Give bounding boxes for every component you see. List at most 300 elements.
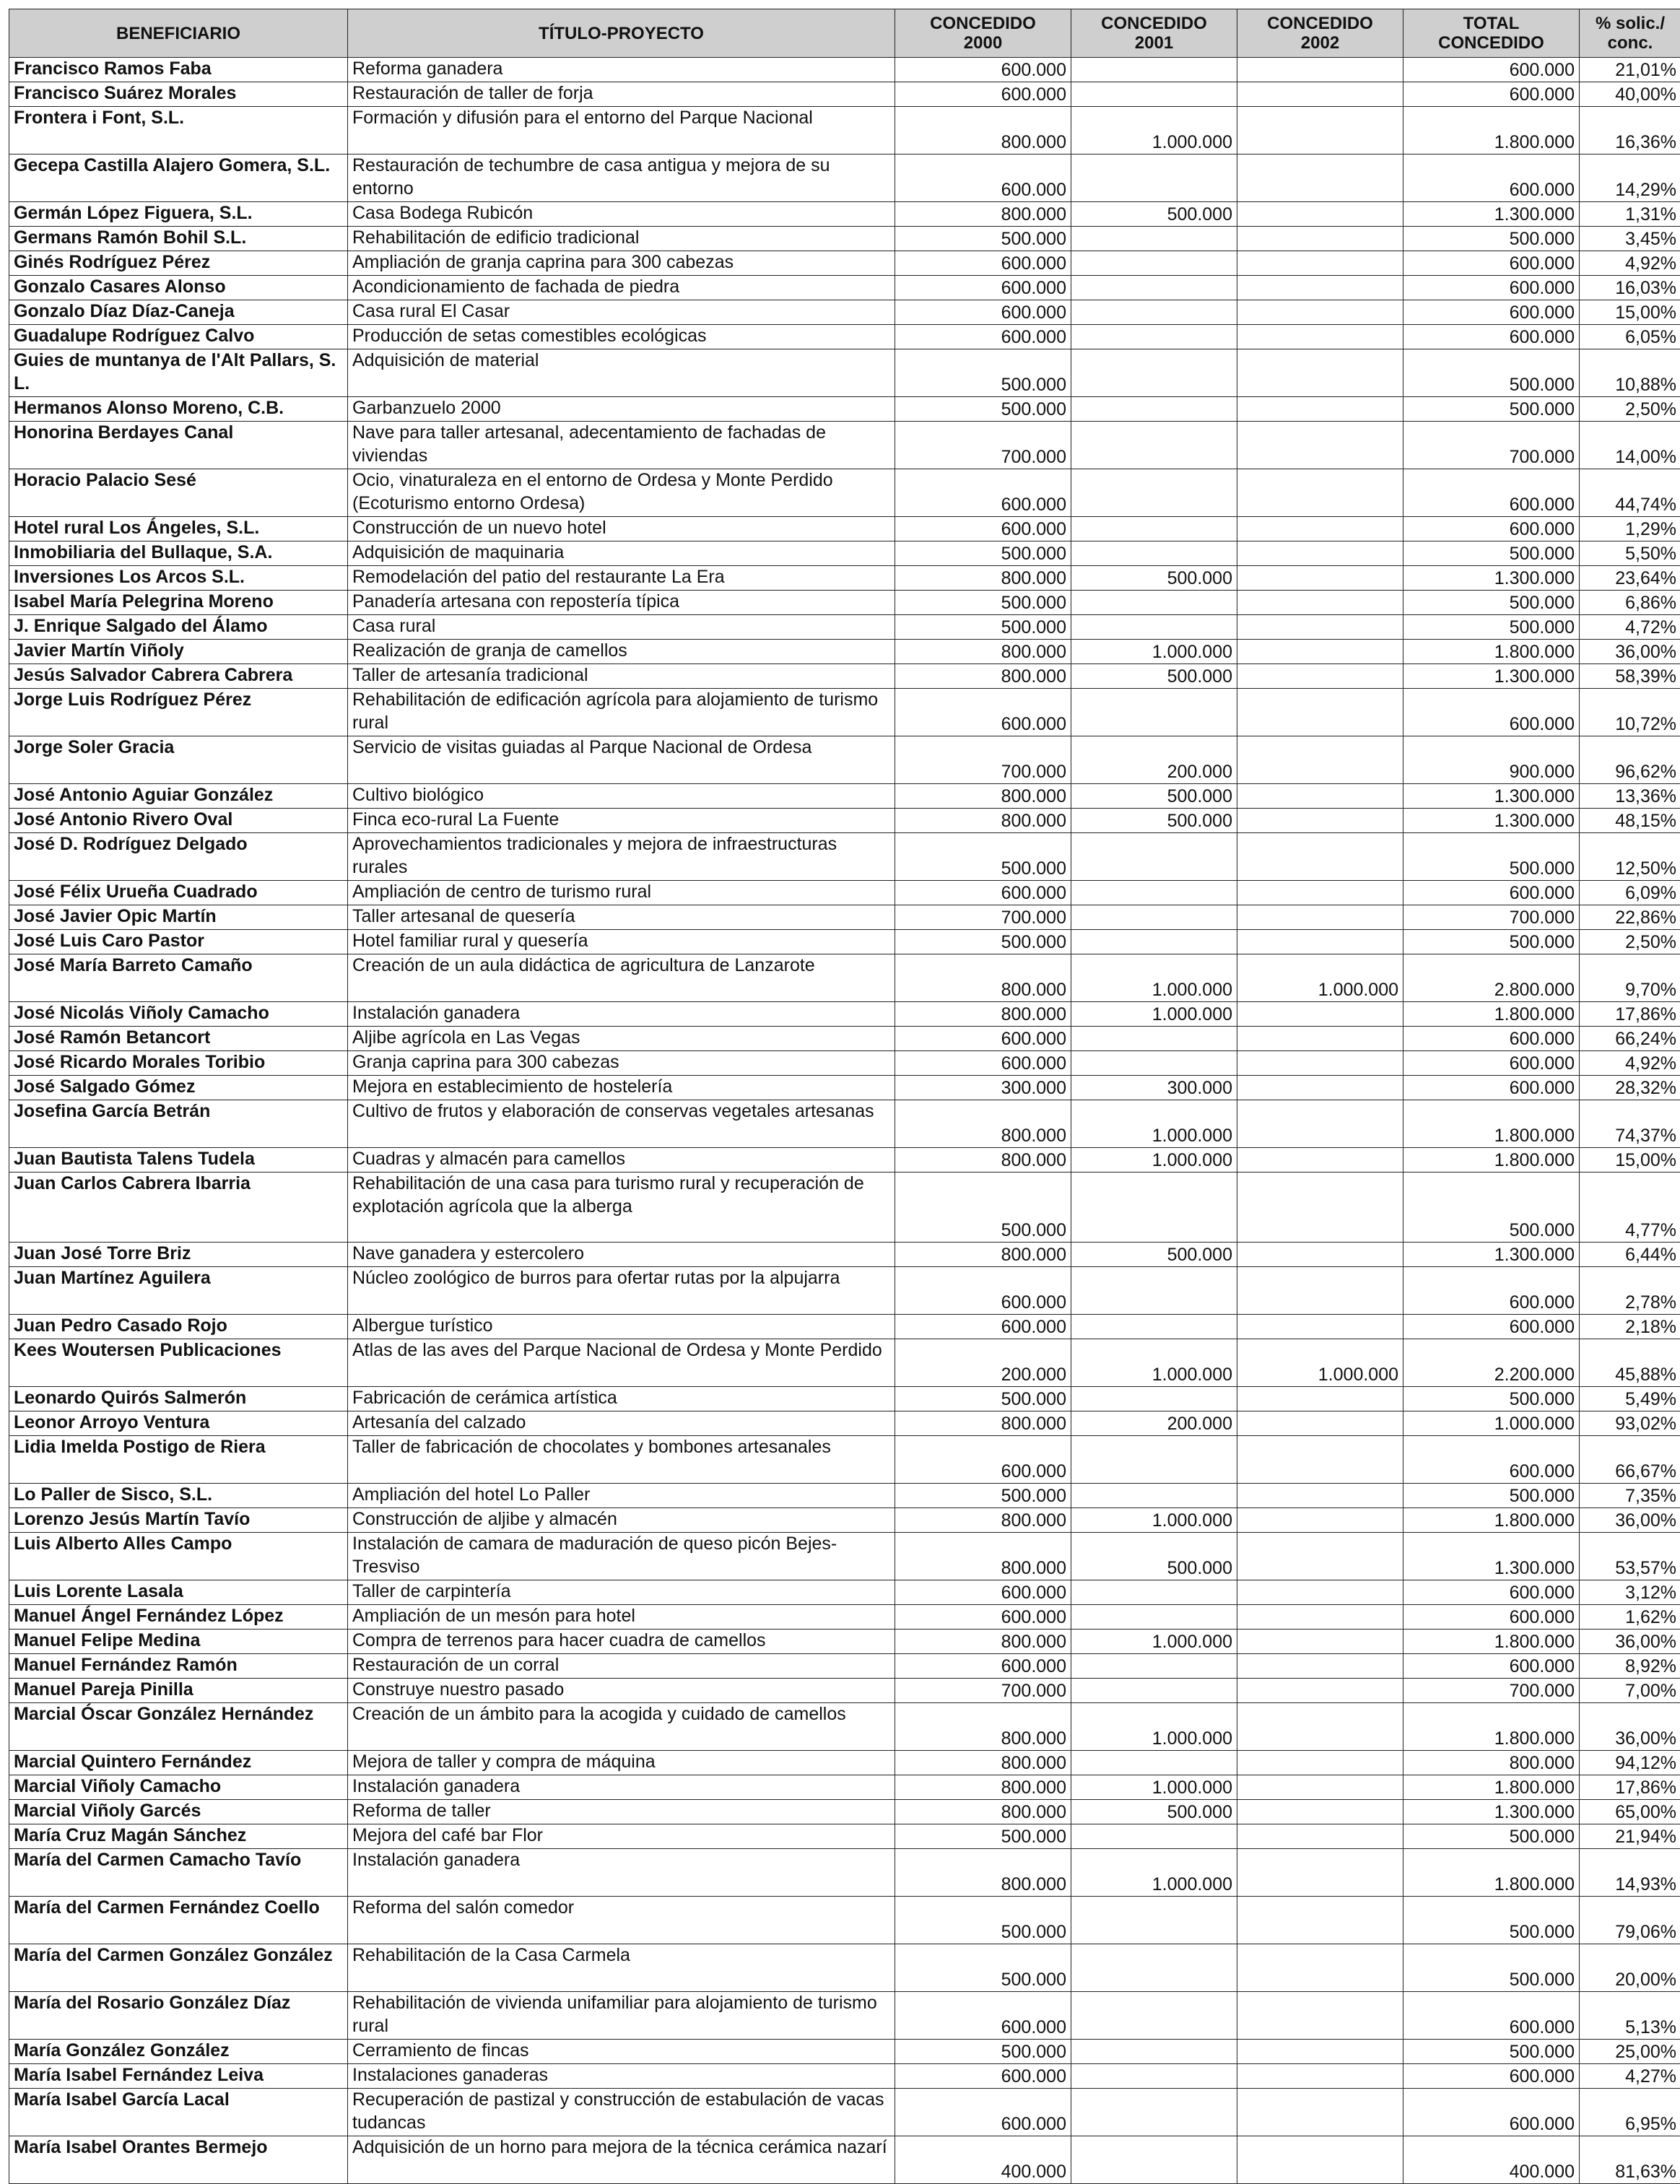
beneficiario-cell: José Luis Caro Pastor xyxy=(9,930,348,954)
titulo-cell: Compra de terrenos para hacer cuadra de camellos xyxy=(348,1630,895,1654)
concedido-2000-cell: 800.000 xyxy=(895,1411,1071,1436)
beneficiario-cell: Juan José Torre Briz xyxy=(9,1243,348,1267)
pct-solic-conc-cell: 2,78% xyxy=(1580,1267,1680,1315)
concedido-2000-cell: 800.000 xyxy=(895,1100,1071,1148)
beneficiario-cell: Manuel Felipe Medina xyxy=(9,1630,348,1654)
total-concedido-cell: 600.000 xyxy=(1403,58,1580,82)
table-row xyxy=(9,1315,1680,1339)
table-row xyxy=(9,833,1680,881)
titulo-cell: Taller de fabricación de chocolates y bombones artesanales xyxy=(348,1436,895,1484)
table-row xyxy=(9,784,1680,809)
pct-solic-conc-cell: 66,24% xyxy=(1580,1027,1680,1051)
concedido-2000-cell: 500.000 xyxy=(895,1387,1071,1411)
beneficiario-cell: Lidia Imelda Postigo de Riera xyxy=(9,1436,348,1484)
beneficiario-cell: Luis Lorente Lasala xyxy=(9,1580,348,1605)
titulo-cell: Instalación ganadera xyxy=(348,1849,895,1897)
concedido-2000-cell: 600.000 xyxy=(895,1315,1071,1339)
pct-solic-conc-cell: 12,50% xyxy=(1580,833,1680,881)
concedido-2002-cell xyxy=(1237,2040,1403,2064)
pct-solic-conc-cell: 1,62% xyxy=(1580,1605,1680,1630)
concedido-2000-cell: 800.000 xyxy=(895,1849,1071,1897)
titulo-cell: Realización de granja de camellos xyxy=(348,640,895,664)
total-concedido-cell: 600.000 xyxy=(1403,1605,1580,1630)
total-concedido-cell: 500.000 xyxy=(1403,349,1580,397)
concedido-2002-cell xyxy=(1237,1897,1403,1944)
titulo-cell: Restauración de techumbre de casa antigua y mejora de su entorno xyxy=(348,155,895,202)
concedido-2000-cell: 800.000 xyxy=(895,1775,1071,1800)
table-row xyxy=(9,276,1680,300)
beneficiario-cell: Jorge Luis Rodríguez Pérez xyxy=(9,689,348,736)
concedido-2000-cell: 600.000 xyxy=(895,251,1071,276)
concedido-2002-cell xyxy=(1237,1775,1403,1800)
beneficiario-cell: Jesús Salvador Cabrera Cabrera xyxy=(9,664,348,689)
table-row xyxy=(9,1654,1680,1679)
beneficiario-cell: Marcial Óscar González Hernández xyxy=(9,1703,348,1751)
concedido-2002-cell xyxy=(1237,1605,1403,1630)
concedido-2000-cell: 800.000 xyxy=(895,784,1071,809)
concedido-2002-cell xyxy=(1237,1533,1403,1580)
concedido-2001-cell: 1.000.000 xyxy=(1071,954,1237,1002)
total-concedido-cell: 600.000 xyxy=(1403,251,1580,276)
beneficiario-cell: Frontera i Font, S.L. xyxy=(9,107,348,155)
concedido-2002-cell xyxy=(1237,1508,1403,1533)
concedido-2000-cell: 600.000 xyxy=(895,1605,1071,1630)
concedido-2002-cell xyxy=(1237,2064,1403,2089)
concedido-2001-cell xyxy=(1071,1654,1237,1679)
concedido-2001-cell xyxy=(1071,833,1237,881)
total-concedido-cell: 600.000 xyxy=(1403,689,1580,736)
concedido-2000-cell: 300.000 xyxy=(895,1076,1071,1100)
titulo-cell: Instalaciones ganaderas xyxy=(348,2064,895,2089)
pct-solic-conc-cell: 4,77% xyxy=(1580,1173,1680,1243)
titulo-cell: Fabricación de cerámica artística xyxy=(348,1387,895,1411)
header-concedido-2000 xyxy=(895,9,1071,58)
concedido-2001-cell: 500.000 xyxy=(1071,664,1237,689)
table-row xyxy=(9,1243,1680,1267)
titulo-cell: Instalación ganadera xyxy=(348,1002,895,1027)
concedido-2001-cell xyxy=(1071,2040,1237,2064)
concedido-2002-cell xyxy=(1237,276,1403,300)
total-concedido-cell: 500.000 xyxy=(1403,615,1580,640)
pct-solic-conc-cell: 4,92% xyxy=(1580,251,1680,276)
table-row xyxy=(9,1148,1680,1173)
titulo-cell: Casa Bodega Rubicón xyxy=(348,202,895,227)
titulo-cell: Construye nuestro pasado xyxy=(348,1679,895,1703)
pct-solic-conc-cell: 13,36% xyxy=(1580,784,1680,809)
table-row xyxy=(9,1944,1680,1992)
titulo-cell: Creación de un aula didáctica de agricultura de Lanzarote xyxy=(348,954,895,1002)
pct-solic-conc-cell: 14,29% xyxy=(1580,155,1680,202)
total-concedido-cell: 2.800.000 xyxy=(1403,954,1580,1002)
beneficiario-cell: José D. Rodríguez Delgado xyxy=(9,833,348,881)
concedido-2001-cell xyxy=(1071,276,1237,300)
beneficiario-cell: Manuel Ángel Fernández López xyxy=(9,1605,348,1630)
table-row xyxy=(9,2136,1680,2184)
header-beneficiario xyxy=(9,9,348,58)
pct-solic-conc-cell: 21,94% xyxy=(1580,1824,1680,1849)
pct-solic-conc-cell: 5,50% xyxy=(1580,541,1680,566)
total-concedido-cell: 600.000 xyxy=(1403,1580,1580,1605)
titulo-cell: Adquisición de un horno para mejora de la técnica cerámica nazarí xyxy=(348,2136,895,2184)
titulo-cell: Mejora del café bar Flor xyxy=(348,1824,895,1849)
total-concedido-cell: 500.000 xyxy=(1403,1173,1580,1243)
concedido-2000-cell: 500.000 xyxy=(895,541,1071,566)
beneficiario-cell: Francisco Suárez Morales xyxy=(9,82,348,107)
table-row xyxy=(9,809,1680,833)
pct-solic-conc-cell: 4,72% xyxy=(1580,615,1680,640)
total-concedido-cell: 700.000 xyxy=(1403,1679,1580,1703)
pct-solic-conc-cell: 28,32% xyxy=(1580,1076,1680,1100)
beneficiario-cell: Javier Martín Viñoly xyxy=(9,640,348,664)
total-concedido-cell: 600.000 xyxy=(1403,881,1580,905)
concedido-2002-cell xyxy=(1237,1267,1403,1315)
beneficiario-cell: Inversiones Los Arcos S.L. xyxy=(9,566,348,591)
table-row xyxy=(9,1267,1680,1315)
pct-solic-conc-cell: 53,57% xyxy=(1580,1533,1680,1580)
beneficiario-cell: Gecepa Castilla Alajero Gomera, S.L. xyxy=(9,155,348,202)
titulo-cell: Ampliación de un mesón para hotel xyxy=(348,1605,895,1630)
total-concedido-cell: 1.300.000 xyxy=(1403,784,1580,809)
concedido-2000-cell: 500.000 xyxy=(895,591,1071,615)
pct-solic-conc-cell: 6,86% xyxy=(1580,591,1680,615)
header-concedido-2001 xyxy=(1071,9,1237,58)
concedido-2000-cell: 600.000 xyxy=(895,325,1071,349)
titulo-cell: Cultivo biológico xyxy=(348,784,895,809)
concedido-2000-cell: 800.000 xyxy=(895,1800,1071,1824)
total-concedido-cell: 600.000 xyxy=(1403,1076,1580,1100)
titulo-cell: Creación de un ámbito para la acogida y cuidado de camellos xyxy=(348,1703,895,1751)
titulo-cell: Rehabilitación de edificio tradicional xyxy=(348,227,895,251)
table-row xyxy=(9,1387,1680,1411)
table-row xyxy=(9,1703,1680,1751)
titulo-cell: Construcción de aljibe y almacén xyxy=(348,1508,895,1533)
total-concedido-cell: 1.800.000 xyxy=(1403,1630,1580,1654)
beneficiario-cell: Josefina García Betrán xyxy=(9,1100,348,1148)
concedido-2000-cell: 700.000 xyxy=(895,736,1071,784)
total-concedido-cell: 1.300.000 xyxy=(1403,566,1580,591)
pct-solic-conc-cell: 36,00% xyxy=(1580,1630,1680,1654)
concedido-2002-cell xyxy=(1237,1654,1403,1679)
titulo-cell: Recuperación de pastizal y construcción de estabulación de vacas tudancas xyxy=(348,2089,895,2136)
table-row xyxy=(9,1508,1680,1533)
table-row xyxy=(9,1051,1680,1076)
table-row xyxy=(9,1173,1680,1243)
table-row xyxy=(9,1992,1680,2040)
concedido-2001-cell xyxy=(1071,905,1237,930)
grants-table xyxy=(9,9,1680,2184)
total-concedido-cell: 1.800.000 xyxy=(1403,1775,1580,1800)
concedido-2000-cell: 500.000 xyxy=(895,833,1071,881)
titulo-cell: Garbanzuelo 2000 xyxy=(348,397,895,422)
table-row xyxy=(9,1605,1680,1630)
pct-solic-conc-cell: 2,18% xyxy=(1580,1315,1680,1339)
titulo-cell: Adquisición de material xyxy=(348,349,895,397)
total-concedido-cell: 1.800.000 xyxy=(1403,1849,1580,1897)
beneficiario-cell: Juan Bautista Talens Tudela xyxy=(9,1148,348,1173)
concedido-2000-cell: 800.000 xyxy=(895,1002,1071,1027)
titulo-cell: Rehabilitación de la Casa Carmela xyxy=(348,1944,895,1992)
concedido-2001-cell xyxy=(1071,1605,1237,1630)
total-concedido-cell: 600.000 xyxy=(1403,1315,1580,1339)
titulo-cell: Reforma del salón comedor xyxy=(348,1897,895,1944)
header-concedido-2001-line1: CONCEDIDO xyxy=(1076,14,1232,33)
total-concedido-cell: 600.000 xyxy=(1403,1992,1580,2040)
total-concedido-cell: 600.000 xyxy=(1403,1654,1580,1679)
concedido-2000-cell: 500.000 xyxy=(895,615,1071,640)
concedido-2000-cell: 700.000 xyxy=(895,1679,1071,1703)
concedido-2001-cell: 500.000 xyxy=(1071,202,1237,227)
beneficiario-cell: Isabel María Pelegrina Moreno xyxy=(9,591,348,615)
table-row xyxy=(9,469,1680,517)
table-row xyxy=(9,615,1680,640)
table-row xyxy=(9,1824,1680,1849)
concedido-2002-cell xyxy=(1237,1436,1403,1484)
pct-solic-conc-cell: 40,00% xyxy=(1580,82,1680,107)
concedido-2001-cell xyxy=(1071,1387,1237,1411)
header-titulo xyxy=(348,9,895,58)
table-row xyxy=(9,2089,1680,2136)
table-row xyxy=(9,1411,1680,1436)
beneficiario-cell: Guadalupe Rodríguez Calvo xyxy=(9,325,348,349)
pct-solic-conc-cell: 9,70% xyxy=(1580,954,1680,1002)
total-concedido-cell: 600.000 xyxy=(1403,1027,1580,1051)
beneficiario-cell: María del Carmen Camacho Tavío xyxy=(9,1849,348,1897)
titulo-cell: Nave ganadera y estercolero xyxy=(348,1243,895,1267)
titulo-cell: Casa rural xyxy=(348,615,895,640)
table-row xyxy=(9,1002,1680,1027)
concedido-2002-cell xyxy=(1237,1243,1403,1267)
beneficiario-cell: María del Carmen Fernández Coello xyxy=(9,1897,348,1944)
titulo-cell: Cerramiento de fincas xyxy=(348,2040,895,2064)
concedido-2002-cell xyxy=(1237,1630,1403,1654)
titulo-cell: Artesanía del calzado xyxy=(348,1411,895,1436)
concedido-2001-cell xyxy=(1071,1267,1237,1315)
concedido-2002-cell xyxy=(1237,784,1403,809)
beneficiario-cell: Hermanos Alonso Moreno, C.B. xyxy=(9,397,348,422)
concedido-2001-cell: 500.000 xyxy=(1071,784,1237,809)
titulo-cell: Casa rural El Casar xyxy=(348,300,895,325)
table-row xyxy=(9,300,1680,325)
beneficiario-cell: María del Rosario González Díaz xyxy=(9,1992,348,2040)
concedido-2000-cell: 700.000 xyxy=(895,422,1071,469)
concedido-2002-cell xyxy=(1237,664,1403,689)
concedido-2002-cell xyxy=(1237,469,1403,517)
concedido-2000-cell: 800.000 xyxy=(895,566,1071,591)
concedido-2002-cell xyxy=(1237,2136,1403,2184)
titulo-cell: Reforma de taller xyxy=(348,1800,895,1824)
concedido-2000-cell: 600.000 xyxy=(895,2089,1071,2136)
total-concedido-cell: 1.800.000 xyxy=(1403,1508,1580,1533)
concedido-2001-cell xyxy=(1071,1027,1237,1051)
concedido-2001-cell xyxy=(1071,422,1237,469)
pct-solic-conc-cell: 2,50% xyxy=(1580,397,1680,422)
concedido-2001-cell: 1.000.000 xyxy=(1071,1849,1237,1897)
beneficiario-cell: José Félix Urueña Cuadrado xyxy=(9,881,348,905)
total-concedido-cell: 800.000 xyxy=(1403,1751,1580,1775)
concedido-2001-cell xyxy=(1071,2136,1237,2184)
concedido-2000-cell: 800.000 xyxy=(895,1751,1071,1775)
concedido-2002-cell xyxy=(1237,1002,1403,1027)
table-row xyxy=(9,541,1680,566)
concedido-2000-cell: 800.000 xyxy=(895,809,1071,833)
concedido-2002-cell xyxy=(1237,1944,1403,1992)
total-concedido-cell: 500.000 xyxy=(1403,1824,1580,1849)
total-concedido-cell: 500.000 xyxy=(1403,1387,1580,1411)
pct-solic-conc-cell: 10,72% xyxy=(1580,689,1680,736)
concedido-2001-cell: 1.000.000 xyxy=(1071,1148,1237,1173)
concedido-2000-cell: 800.000 xyxy=(895,1533,1071,1580)
concedido-2001-cell: 200.000 xyxy=(1071,736,1237,784)
concedido-2001-cell xyxy=(1071,1679,1237,1703)
table-row xyxy=(9,930,1680,954)
table-row xyxy=(9,1027,1680,1051)
total-concedido-cell: 600.000 xyxy=(1403,276,1580,300)
concedido-2001-cell xyxy=(1071,517,1237,541)
table-row xyxy=(9,1580,1680,1605)
pct-solic-conc-cell: 15,00% xyxy=(1580,1148,1680,1173)
concedido-2000-cell: 600.000 xyxy=(895,1580,1071,1605)
header-pct-solic-conc xyxy=(1580,9,1680,58)
total-concedido-cell: 900.000 xyxy=(1403,736,1580,784)
beneficiario-cell: María del Carmen González González xyxy=(9,1944,348,1992)
beneficiario-cell: Hotel rural Los Ángeles, S.L. xyxy=(9,517,348,541)
beneficiario-cell: José Javier Opic Martín xyxy=(9,905,348,930)
total-concedido-cell: 600.000 xyxy=(1403,1267,1580,1315)
total-concedido-cell: 500.000 xyxy=(1403,227,1580,251)
pct-solic-conc-cell: 45,88% xyxy=(1580,1339,1680,1387)
concedido-2000-cell: 800.000 xyxy=(895,664,1071,689)
table-row xyxy=(9,881,1680,905)
total-concedido-cell: 400.000 xyxy=(1403,2136,1580,2184)
pct-solic-conc-cell: 7,35% xyxy=(1580,1484,1680,1508)
beneficiario-cell: Marcial Viñoly Camacho xyxy=(9,1775,348,1800)
beneficiario-cell: Juan Carlos Cabrera Ibarria xyxy=(9,1173,348,1243)
pct-solic-conc-cell: 5,49% xyxy=(1580,1387,1680,1411)
concedido-2000-cell: 600.000 xyxy=(895,1654,1071,1679)
concedido-2001-cell xyxy=(1071,251,1237,276)
concedido-2002-cell xyxy=(1237,1051,1403,1076)
concedido-2002-cell xyxy=(1237,809,1403,833)
concedido-2000-cell: 600.000 xyxy=(895,82,1071,107)
titulo-cell: Remodelación del patio del restaurante La Era xyxy=(348,566,895,591)
header-pct-line2: conc. xyxy=(1584,33,1676,53)
pct-solic-conc-cell: 6,95% xyxy=(1580,2089,1680,2136)
pct-solic-conc-cell: 81,63% xyxy=(1580,2136,1680,2184)
total-concedido-cell: 1.800.000 xyxy=(1403,1002,1580,1027)
table-row xyxy=(9,640,1680,664)
total-concedido-cell: 1.300.000 xyxy=(1403,809,1580,833)
concedido-2002-cell xyxy=(1237,736,1403,784)
titulo-cell: Atlas de las aves del Parque Nacional de Ordesa y Monte Perdido xyxy=(348,1339,895,1387)
pct-solic-conc-cell: 6,44% xyxy=(1580,1243,1680,1267)
beneficiario-cell: Manuel Fernández Ramón xyxy=(9,1654,348,1679)
concedido-2001-cell xyxy=(1071,227,1237,251)
titulo-cell: Ocio, vinaturaleza en el entorno de Ordesa y Monte Perdido (Ecoturismo entorno Ordesa) xyxy=(348,469,895,517)
concedido-2001-cell xyxy=(1071,349,1237,397)
concedido-2002-cell xyxy=(1237,82,1403,107)
concedido-2000-cell: 600.000 xyxy=(895,469,1071,517)
header-pct-line1: % solic./ xyxy=(1584,14,1676,33)
titulo-cell: Aprovechamientos tradicionales y mejora de infraestructuras rurales xyxy=(348,833,895,881)
titulo-cell: Ampliación de granja caprina para 300 cabezas xyxy=(348,251,895,276)
concedido-2002-cell xyxy=(1237,881,1403,905)
beneficiario-cell: José Salgado Gómez xyxy=(9,1076,348,1100)
concedido-2001-cell xyxy=(1071,1580,1237,1605)
concedido-2000-cell: 500.000 xyxy=(895,397,1071,422)
concedido-2000-cell: 600.000 xyxy=(895,300,1071,325)
pct-solic-conc-cell: 93,02% xyxy=(1580,1411,1680,1436)
pct-solic-conc-cell: 96,62% xyxy=(1580,736,1680,784)
titulo-cell: Rehabilitación de una casa para turismo rural y recuperación de explotación agrícola que la alberga xyxy=(348,1173,895,1243)
total-concedido-cell: 2.200.000 xyxy=(1403,1339,1580,1387)
concedido-2002-cell xyxy=(1237,517,1403,541)
total-concedido-cell: 500.000 xyxy=(1403,833,1580,881)
concedido-2002-cell xyxy=(1237,2089,1403,2136)
total-concedido-cell: 600.000 xyxy=(1403,2064,1580,2089)
pct-solic-conc-cell: 16,36% xyxy=(1580,107,1680,155)
concedido-2002-cell: 1.000.000 xyxy=(1237,1339,1403,1387)
table-row xyxy=(9,422,1680,469)
pct-solic-conc-cell: 4,92% xyxy=(1580,1051,1680,1076)
pct-solic-conc-cell: 20,00% xyxy=(1580,1944,1680,1992)
concedido-2000-cell: 800.000 xyxy=(895,1703,1071,1751)
total-concedido-cell: 1.300.000 xyxy=(1403,1533,1580,1580)
table-row xyxy=(9,325,1680,349)
titulo-cell: Instalación de camara de maduración de queso picón Bejes-Tresviso xyxy=(348,1533,895,1580)
table-row xyxy=(9,1533,1680,1580)
total-concedido-cell: 600.000 xyxy=(1403,2089,1580,2136)
concedido-2001-cell xyxy=(1071,1944,1237,1992)
pct-solic-conc-cell: 44,74% xyxy=(1580,469,1680,517)
header-total-line2: CONCEDIDO xyxy=(1408,33,1575,53)
pct-solic-conc-cell: 1,29% xyxy=(1580,517,1680,541)
concedido-2000-cell: 400.000 xyxy=(895,2136,1071,2184)
table-row xyxy=(9,1339,1680,1387)
concedido-2002-cell xyxy=(1237,1751,1403,1775)
table-row xyxy=(9,1436,1680,1484)
titulo-cell: Taller artesanal de quesería xyxy=(348,905,895,930)
pct-solic-conc-cell: 6,05% xyxy=(1580,325,1680,349)
concedido-2001-cell xyxy=(1071,58,1237,82)
header-row xyxy=(9,9,1680,58)
titulo-cell: Rehabilitación de vivienda unifamiliar para alojamiento de turismo rural xyxy=(348,1992,895,2040)
concedido-2000-cell: 800.000 xyxy=(895,107,1071,155)
titulo-cell: Adquisición de maquinaria xyxy=(348,541,895,566)
beneficiario-cell: Marcial Quintero Fernández xyxy=(9,1751,348,1775)
table-row xyxy=(9,1751,1680,1775)
pct-solic-conc-cell: 3,12% xyxy=(1580,1580,1680,1605)
beneficiario-cell: José Antonio Rivero Oval xyxy=(9,809,348,833)
concedido-2000-cell: 600.000 xyxy=(895,1267,1071,1315)
total-concedido-cell: 600.000 xyxy=(1403,82,1580,107)
table-row xyxy=(9,1100,1680,1148)
header-concedido-2002-line2: 2002 xyxy=(1242,33,1398,53)
table-row xyxy=(9,566,1680,591)
pct-solic-conc-cell: 14,00% xyxy=(1580,422,1680,469)
total-concedido-cell: 500.000 xyxy=(1403,397,1580,422)
beneficiario-cell: Germán López Figuera, S.L. xyxy=(9,202,348,227)
pct-solic-conc-cell: 74,37% xyxy=(1580,1100,1680,1148)
total-concedido-cell: 600.000 xyxy=(1403,1051,1580,1076)
table-row xyxy=(9,1076,1680,1100)
concedido-2002-cell xyxy=(1237,591,1403,615)
titulo-cell: Rehabilitación de edificación agrícola para alojamiento de turismo rural xyxy=(348,689,895,736)
table-row xyxy=(9,1484,1680,1508)
concedido-2001-cell: 1.000.000 xyxy=(1071,1508,1237,1533)
concedido-2001-cell xyxy=(1071,1824,1237,1849)
concedido-2002-cell: 1.000.000 xyxy=(1237,954,1403,1002)
concedido-2002-cell xyxy=(1237,1100,1403,1148)
